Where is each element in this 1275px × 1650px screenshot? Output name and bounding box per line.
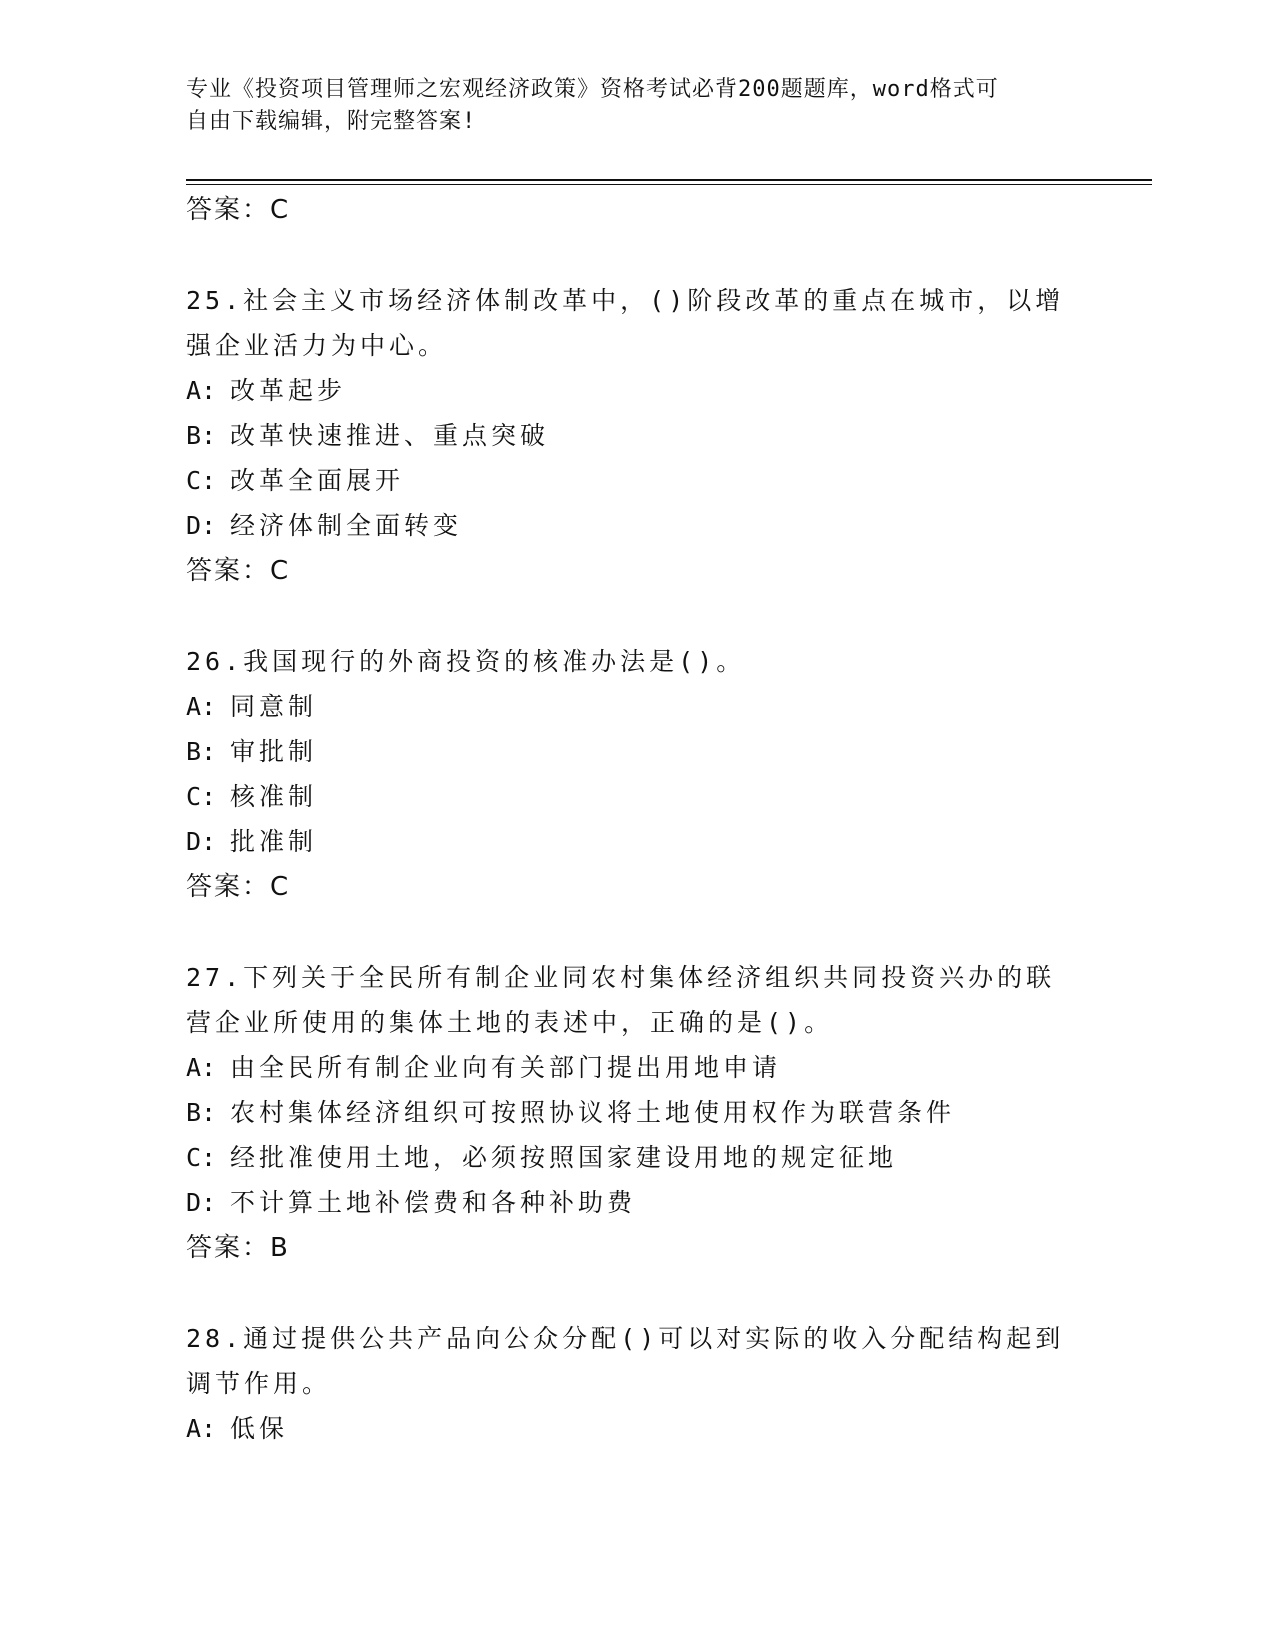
option-key: C: — [186, 782, 217, 811]
header-divider-thick — [186, 179, 1152, 181]
option-key: C: — [186, 1143, 217, 1172]
header-divider-thin — [186, 184, 1152, 185]
option-text: 由全民所有制企业向有关部门提出用地申请 — [230, 1053, 782, 1082]
option-key: C: — [186, 466, 217, 495]
option-text: 审批制 — [230, 737, 318, 766]
option-text: 改革全面展开 — [230, 466, 405, 495]
option-text: 改革快速推进、重点突破 — [230, 421, 550, 450]
option-b — [186, 729, 1086, 774]
option-d — [186, 1180, 1086, 1225]
option-a — [186, 1045, 1086, 1090]
answer-26: 答案：C — [186, 872, 291, 902]
question-28 — [186, 1316, 1086, 1406]
answer-25: 答案：C — [186, 556, 291, 586]
option-key: B: — [186, 1098, 217, 1127]
option-b — [186, 1090, 1086, 1135]
option-key: A: — [186, 1053, 217, 1082]
option-key: B: — [186, 421, 217, 450]
question-text: 26.我国现行的外商投资的核准办法是()。 — [186, 647, 746, 676]
option-key: D: — [186, 1188, 217, 1217]
option-text: 批准制 — [230, 827, 318, 856]
option-a — [186, 684, 1086, 729]
option-text: 农村集体经济组织可按照协议将土地使用权作为联营条件 — [230, 1098, 956, 1127]
question-text: 28.通过提供公共产品向公众分配()可以对实际的收入分配结构起到调节作用。 — [186, 1324, 1065, 1398]
option-key: A: — [186, 1414, 217, 1443]
option-c — [186, 1135, 1086, 1180]
question-text: 27.下列关于全民所有制企业同农村集体经济组织共同投资兴办的联营企业所使用的集体土地的表述中，正确的是()。 — [186, 963, 1056, 1037]
option-c — [186, 458, 1086, 503]
option-c — [186, 774, 1086, 819]
option-key: B: — [186, 737, 217, 766]
option-a — [186, 1406, 1086, 1451]
option-text: 同意制 — [230, 692, 318, 721]
option-text: 不计算土地补偿费和各种补助费 — [230, 1188, 637, 1217]
option-text: 经济体制全面转变 — [230, 511, 463, 540]
option-a — [186, 368, 1086, 413]
question-25 — [186, 278, 1086, 368]
option-b — [186, 413, 1086, 458]
option-key: D: — [186, 827, 217, 856]
question-text: 25.社会主义市场经济体制改革中，()阶段改革的重点在城市，以增强企业活力为中心。 — [186, 286, 1065, 360]
question-26 — [186, 639, 1086, 684]
option-text: 经批准使用土地，必须按照国家建设用地的规定征地 — [230, 1143, 898, 1172]
header-line-1: 专业《投资项目管理师之宏观经济政策》资格考试必背200题题库，word格式可 — [186, 77, 999, 102]
option-text: 改革起步 — [230, 376, 347, 405]
previous-answer: 答案：C — [186, 195, 291, 225]
document-header — [186, 74, 1066, 138]
option-key: A: — [186, 692, 217, 721]
option-text: 低保 — [230, 1414, 289, 1443]
option-d — [186, 819, 1086, 864]
option-key: A: — [186, 376, 217, 405]
question-list — [186, 187, 1086, 1451]
option-text: 核准制 — [230, 782, 318, 811]
option-d — [186, 503, 1086, 548]
header-line-2: 自由下载编辑，附完整答案! — [186, 109, 477, 134]
question-27 — [186, 955, 1086, 1045]
option-key: D: — [186, 511, 217, 540]
answer-27: 答案：B — [186, 1233, 290, 1263]
